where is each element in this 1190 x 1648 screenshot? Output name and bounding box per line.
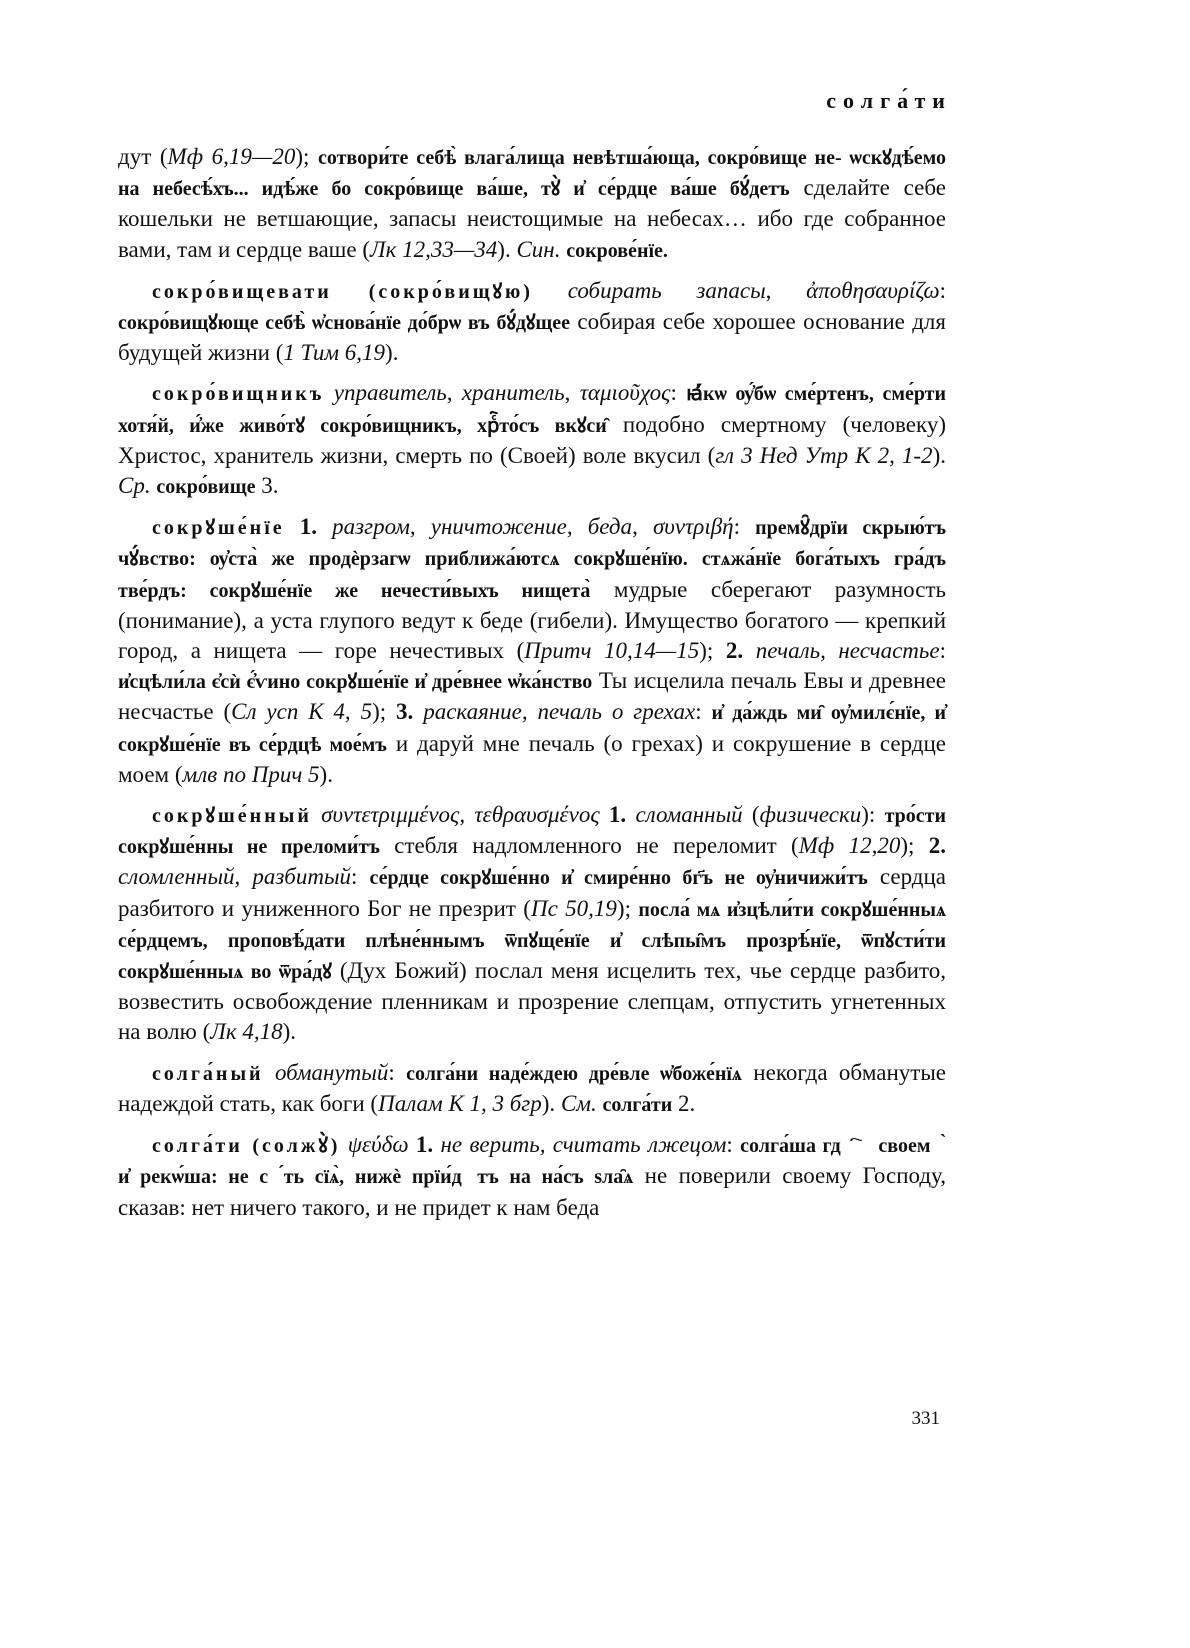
church-slavonic-text: сокрове́нїе. <box>566 239 668 262</box>
entry-headword: сокрꙋше́нный <box>152 805 312 828</box>
church-slavonic-text: солга́ни наде́ждею дре́вле ѡ҆боже́нїѧ <box>406 1062 742 1085</box>
entry-headword: сокро́вищникъ <box>152 383 325 406</box>
entry-text: : <box>939 638 946 664</box>
dictionary-entry <box>118 512 946 790</box>
entry-text <box>533 278 568 303</box>
italic-text: Пс 50,19 <box>530 895 617 921</box>
church-slavonic-text: сотвори́те себѣ̀ влага́лища невѣтша́юща, сокро́вище не- ѡскꙋдѣ́емо на небесѣ́хъ... идѣ́же бо сокро́вище ва́ше, тꙋ̀ и҆ се́рдце ва́ше бꙋ́детъ <box>118 147 946 201</box>
entry-text: ). <box>319 761 333 787</box>
entry-text: и даруй мне печаль (о грехах) и сокрушение в сердце моем ( <box>118 730 947 787</box>
church-slavonic-text: тро́сти сокрꙋше́нны не преломи́тъ <box>118 805 946 859</box>
italic-text: Сл усп К 4, 5 <box>231 699 373 725</box>
church-slavonic-text: и҆сцѣли́ла є҆сѝ є҆́ѵино сокрꙋше́нїе и҆ дре́внее ѡ҆ка́нство <box>118 671 593 694</box>
entry-text: (Дух Божий) послал меня исцелить тех, чье сердце разбито, возвестить освобождение пленникам и прозрение слепцам, отпустить угнетенных на волю ( <box>118 958 946 1045</box>
entry-text: ). <box>541 1090 561 1116</box>
entry-text <box>264 1060 275 1085</box>
italic-text: См. <box>560 1090 597 1116</box>
italic-text: собирать запасы <box>567 277 766 303</box>
entry-text: , <box>632 514 653 540</box>
entry-text: Ты исцелила печаль Евы и древнее несчастье ( <box>118 668 946 725</box>
entry-text: дут ( <box>118 144 168 169</box>
greek-text: συντριβή <box>652 514 734 540</box>
entry-text: ). <box>497 236 517 262</box>
entry-text <box>600 802 609 827</box>
italic-text: не верить, считать лжецом <box>440 1132 727 1158</box>
dictionary-entry <box>118 276 946 369</box>
sense-number: 3. <box>396 699 414 725</box>
entry-text <box>324 380 333 405</box>
italic-text: Лк 12,33—34 <box>370 236 498 262</box>
entry-text: : <box>351 864 370 890</box>
entry-text: мудрые сберегают разумность (понимание), а уста глупого ведут к беде (гибели). Имущество богатого — крепкий город, а нищета — горе нечестивых ( <box>118 576 946 664</box>
entry-headword: солга́ный <box>152 1062 264 1085</box>
italic-text: Син. <box>516 236 561 262</box>
italic-text: сломанный <box>635 802 743 828</box>
entry-text: ). <box>932 442 946 468</box>
italic-text: разгром, уничтожение, беда <box>332 514 633 540</box>
entry-headword: солга́ти (солжꙋ̀) <box>152 1135 341 1158</box>
italic-text: управитель, хранитель <box>333 380 565 406</box>
entry-text: подобно смертному (человеку) Христос, хранитель жизни, смерть по (Своей) воле вкусил ( <box>118 411 946 468</box>
entry-text: : <box>670 380 687 406</box>
church-slavonic-text: солга́ти <box>602 1093 673 1116</box>
church-slavonic-text: и҆ да́ждь ми̑ ѹ҆милє́нїе, и҆ сокрꙋше́нїе въ се́рдцѣ мое́мъ <box>118 702 946 756</box>
entry-text: , <box>564 380 580 406</box>
entry-headword: сокрꙋше́нїе <box>152 517 285 540</box>
greek-text: ἀποθησαυρίζω <box>806 277 940 303</box>
church-slavonic-text: премꙋ̑дрїи скрыю́тъ чꙋ́вство: ѹ҆ста̀ же продѐрзагѡ приближа́ютсѧ сокрꙋше́нїю. стѧжа́нїе бога́тыхъ гра́дъ тве́рдъ: сокрꙋше́нїе же нечести́выхъ нищета̀ <box>118 517 947 602</box>
entry-text: ); <box>699 638 726 664</box>
dictionary-entry <box>118 800 946 1048</box>
entry-text: некогда обманутые надеждой стать, как боги ( <box>118 1059 947 1116</box>
entry-text <box>317 514 332 539</box>
sense-number: 1. <box>415 1132 434 1158</box>
entry-text: : <box>939 277 946 303</box>
entry-text <box>743 638 756 663</box>
entry-text: : <box>695 699 712 725</box>
entry-text: не поверили своему Господу, сказав: нет ничего такого, и не придет к нам беда <box>118 1163 946 1220</box>
sense-number: 1. <box>608 802 627 828</box>
dictionary-body <box>118 142 946 1233</box>
entry-text: ); <box>616 895 639 921</box>
entry-text: собирая себе хорошее основание для будущей жизни ( <box>118 309 946 366</box>
dictionary-entry <box>118 142 946 266</box>
entry-text: : <box>733 514 756 540</box>
church-slavonic-text: сокро́вище <box>156 476 256 499</box>
entry-text: ); <box>900 833 929 859</box>
entry-text: сделайте себе кошельки не ветшающие, запасы неистощимые на небесах… ибо где собранное вами, там и сердце ваше ( <box>118 175 946 262</box>
entry-text <box>433 1132 440 1157</box>
entry-text: ); <box>372 699 397 725</box>
italic-text: Палам К 1, 3 бгр <box>378 1090 542 1116</box>
entry-text: : <box>388 1059 407 1085</box>
italic-text: гл 3 Нед Утр К 2, 1-2 <box>715 442 933 468</box>
entry-text: ); <box>295 144 318 169</box>
italic-text: обманутый <box>274 1059 389 1085</box>
church-slavonic-text: посла́ мѧ и҆зцѣли́ти сокрꙋше́нныѧ се́рдцемъ, проповѣ́дати плѣне́ннымъ ѿпꙋще́нїе и҆ слѣпы̑мъ прозрѣ́нїе, ѿпꙋсти́ти сокрꙋше́нныѧ во ѿра́дꙋ <box>118 898 946 984</box>
entry-text <box>413 699 423 724</box>
entry-headword: сокро́вищевати (сокро́вищꙋю) <box>152 280 533 303</box>
italic-text: сломленный, разбитый <box>118 864 352 890</box>
italic-text: печаль, несчастье <box>755 638 940 664</box>
church-slavonic-text: сокро́вищꙋюще себѣ̀ ѡ҆снова́нїе до́брѡ въ бꙋ́дꙋщее <box>118 312 571 335</box>
entry-text: ). <box>282 1019 297 1045</box>
italic-text: Ср. <box>118 473 151 499</box>
sense-number: 2. <box>725 638 744 664</box>
entry-text <box>285 514 300 539</box>
entry-text: стебля надломленного не переломит ( <box>379 833 799 859</box>
italic-text: Мф 6,19—20 <box>167 144 296 169</box>
italic-text: 1 Тим 6,19 <box>283 340 386 366</box>
italic-text: Мф 12,20 <box>798 833 901 859</box>
sense-number: 2. <box>928 833 946 859</box>
church-slavonic-text: ꙗ҆́кѡ ѹ҆́бѡ сме́ртенъ, сме́рти хотя́й, и҆́же живо́тꙋ сокро́вищникъ, хрⷭ҇то́съ вкꙋси̑ <box>118 383 947 437</box>
italic-text: раскаяние, печаль о грехах <box>423 699 696 725</box>
entry-text <box>340 1132 347 1157</box>
church-slavonic-text: солга́ша гдⷭ҇ꙋ своемꙋ̀ и҆ рекѡ́ша: не сꙋ́ть сїѧ̀, нижѐ прїи́дꙋтъ на на́съ ѕла̑ѧ <box>118 1135 947 1189</box>
entry-text: , <box>765 277 807 303</box>
italic-text: физически <box>759 802 862 828</box>
entry-text: сердца разбитого и униженного Бог не презрит ( <box>118 864 946 921</box>
greek-text: συντετριμμένος, τεθραυσμένος <box>321 802 600 828</box>
italic-text: млв по Прич 5 <box>182 761 320 787</box>
greek-text: ψεύδω <box>347 1132 409 1158</box>
running-head: солга́ти <box>826 88 952 113</box>
entry-text: 2. <box>672 1090 696 1116</box>
dictionary-entry <box>118 1058 946 1120</box>
entry-text: 3. <box>255 473 279 499</box>
dictionary-entry <box>118 378 946 502</box>
entry-text <box>312 802 321 827</box>
entry-text: ). <box>385 340 399 366</box>
italic-text: Притч 10,14—15 <box>524 638 700 664</box>
entry-text: ): <box>861 802 885 828</box>
entry-text: ( <box>742 802 760 828</box>
greek-text: ταμιοῦχος <box>579 380 671 406</box>
sense-number: 1. <box>299 514 318 540</box>
church-slavonic-text: се́рдце сокрꙋше́нно и҆ смире́нно бг҃ъ не ѹ҆ничижи́тъ <box>369 867 868 890</box>
entry-text <box>409 1132 416 1157</box>
page-number: 331 <box>911 1408 940 1429</box>
italic-text: Лк 4,18 <box>210 1019 283 1045</box>
entry-text: : <box>726 1132 741 1158</box>
dictionary-entry <box>118 1130 946 1223</box>
